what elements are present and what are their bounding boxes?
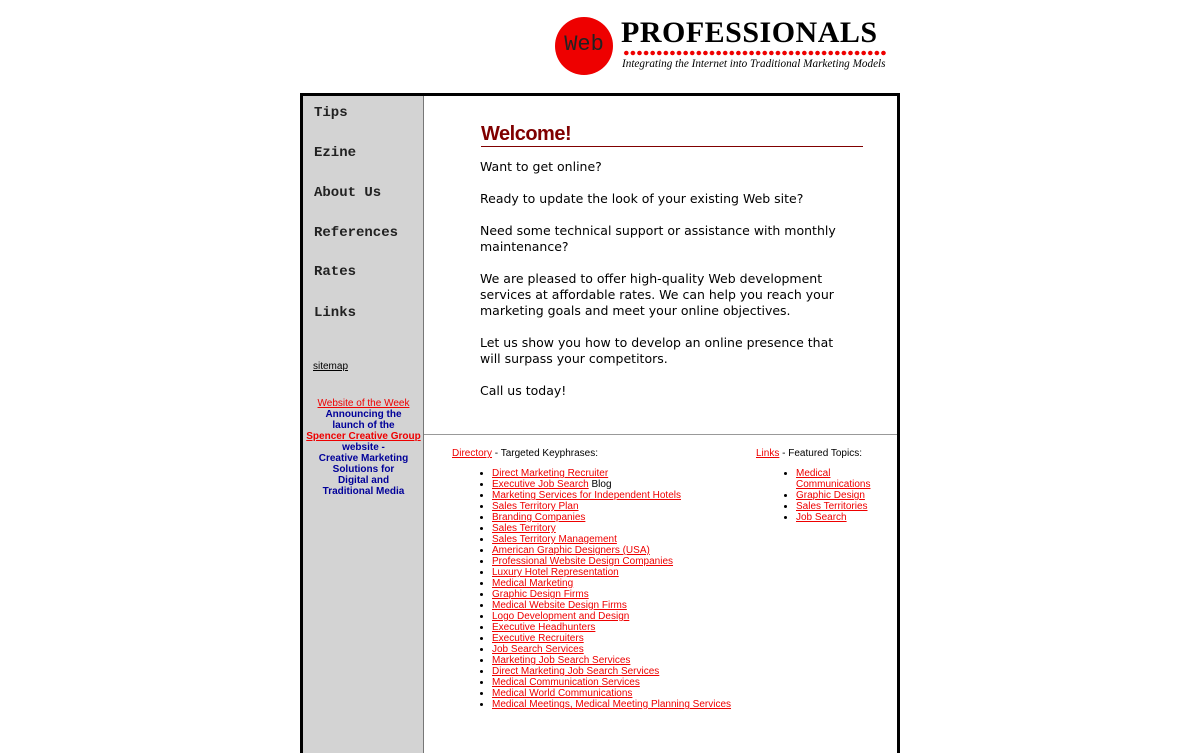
list-item — [492, 512, 731, 523]
keyphrase-link[interactable]: Medical World Communications — [492, 688, 633, 699]
logo-title: PROFESSIONALS — [621, 16, 878, 49]
blog-label: Blog — [588, 479, 612, 490]
list-item — [492, 490, 731, 501]
nav-links[interactable]: Links — [314, 305, 357, 321]
keyphrase-link[interactable]: Direct Marketing Recruiter — [492, 468, 609, 479]
keyphrase-link[interactable]: Executive Job Search — [492, 479, 589, 490]
list-item — [796, 468, 886, 490]
nav-references[interactable]: References — [314, 225, 399, 241]
site-logo[interactable] — [553, 16, 893, 78]
directory-heading — [452, 448, 598, 459]
list-item — [492, 611, 731, 622]
list-item — [492, 578, 731, 589]
logo-tagline: Integrating the Internet into Traditional Marketing Models — [622, 58, 886, 70]
keyphrase-link[interactable]: Job Search Services — [492, 644, 584, 655]
sidebar — [303, 96, 424, 753]
keyphrase-link[interactable]: Sales Territory Management — [492, 534, 617, 545]
logo-dotted-rule — [623, 50, 887, 56]
nav-ezine[interactable]: Ezine — [314, 145, 357, 161]
content-frame — [300, 93, 900, 753]
list-item — [492, 644, 731, 655]
intro-paragraph: Need some technical support or assistance with monthly maintenance? — [480, 223, 836, 254]
list-item — [492, 699, 731, 710]
wotw-text-6: Digital and — [337, 475, 390, 486]
spencer-creative-group-link[interactable]: Spencer Creative Group — [306, 431, 421, 442]
list-item — [796, 490, 886, 501]
keyphrase-link[interactable]: Medical Marketing — [492, 578, 574, 589]
list-item — [492, 523, 731, 534]
featured-topics-list — [778, 468, 886, 523]
keyphrase-link[interactable]: Professional Website Design Companies — [492, 556, 674, 567]
nav-tips[interactable]: Tips — [314, 105, 348, 121]
keyphrase-link[interactable]: Medical Website Design Firms — [492, 600, 627, 611]
list-item — [492, 567, 731, 578]
keyphrase-link[interactable]: American Graphic Designers (USA) — [492, 545, 650, 556]
list-item — [492, 479, 731, 490]
directory-heading-label: - Targeted Keyphrases: — [492, 448, 599, 459]
links-link[interactable]: Links — [756, 448, 780, 459]
wotw-text-1: Announcing the — [325, 409, 402, 420]
nav-about-us[interactable]: About Us — [314, 185, 382, 201]
list-item — [492, 688, 731, 699]
list-item — [492, 556, 731, 567]
keyphrase-link[interactable]: Marketing Services for Independent Hotels — [492, 490, 681, 501]
nav-rates[interactable]: Rates — [314, 264, 357, 280]
intro-paragraph: We are pleased to offer high-quality Web development services at affordable rates. We can help you reach your marketing goals and meet your online objectives. — [480, 271, 834, 318]
main-content — [424, 96, 897, 753]
keyphrase-link[interactable]: Branding Companies — [492, 512, 586, 523]
intro-paragraph: Ready to update the look of your existing Web site? — [480, 191, 804, 206]
keyphrase-link[interactable]: Logo Development and Design — [492, 611, 630, 622]
topic-link[interactable]: Medical Communications — [796, 468, 871, 490]
list-item — [796, 501, 886, 512]
list-item — [492, 622, 731, 633]
list-item — [492, 677, 731, 688]
intro-paragraph: Call us today! — [480, 383, 567, 398]
section-divider — [424, 434, 897, 435]
sitemap-link[interactable]: sitemap — [313, 361, 349, 372]
keyphrase-link[interactable]: Graphic Design Firms — [492, 589, 589, 600]
wotw-text-2: launch of the — [332, 420, 395, 431]
topic-link[interactable]: Job Search — [796, 512, 847, 523]
keyphrase-link[interactable]: Sales Territory Plan — [492, 501, 579, 512]
list-item — [492, 633, 731, 644]
keyphrase-link[interactable]: Sales Territory — [492, 523, 556, 534]
list-item — [492, 600, 731, 611]
topic-link[interactable]: Graphic Design — [796, 490, 865, 501]
wotw-text-5: Solutions for — [332, 464, 395, 475]
list-item — [492, 655, 731, 666]
featured-heading — [756, 448, 862, 459]
website-of-the-week-link[interactable]: Website of the Week — [317, 398, 410, 409]
list-item — [492, 501, 731, 512]
list-item — [492, 589, 731, 600]
logo-web-text: Web — [564, 32, 604, 57]
wotw-text-7: Traditional Media — [322, 486, 405, 497]
topic-link[interactable]: Sales Territories — [796, 501, 868, 512]
website-of-the-week — [303, 398, 424, 497]
keyphrase-link[interactable]: Marketing Job Search Services — [492, 655, 631, 666]
intro-paragraph: Let us show you how to develop an online presence that will surpass your competitors. — [480, 335, 834, 366]
page-title: Welcome! — [481, 123, 863, 147]
wotw-text-4: Creative Marketing — [318, 453, 409, 464]
keyphrase-link[interactable]: Executive Recruiters — [492, 633, 584, 644]
keyphrase-link[interactable]: Medical Communication Services — [492, 677, 640, 688]
wotw-text-3: website - — [342, 442, 385, 453]
keyphrase-link[interactable]: Medical Meetings, Medical Meeting Planning Services — [492, 699, 732, 710]
intro-paragraph: Want to get online? — [480, 159, 602, 174]
directory-link[interactable]: Directory — [452, 448, 493, 459]
list-item — [492, 666, 731, 677]
intro-text — [480, 159, 850, 415]
list-item — [492, 468, 731, 479]
keyphrase-link[interactable]: Direct Marketing Job Search Services — [492, 666, 660, 677]
keyphrase-list — [474, 468, 731, 710]
featured-heading-label: - Featured Topics: — [779, 448, 862, 459]
list-item — [796, 512, 886, 523]
keyphrase-link[interactable]: Luxury Hotel Representation — [492, 567, 619, 578]
keyphrase-link[interactable]: Executive Headhunters — [492, 622, 596, 633]
list-item — [492, 545, 731, 556]
list-item — [492, 534, 731, 545]
